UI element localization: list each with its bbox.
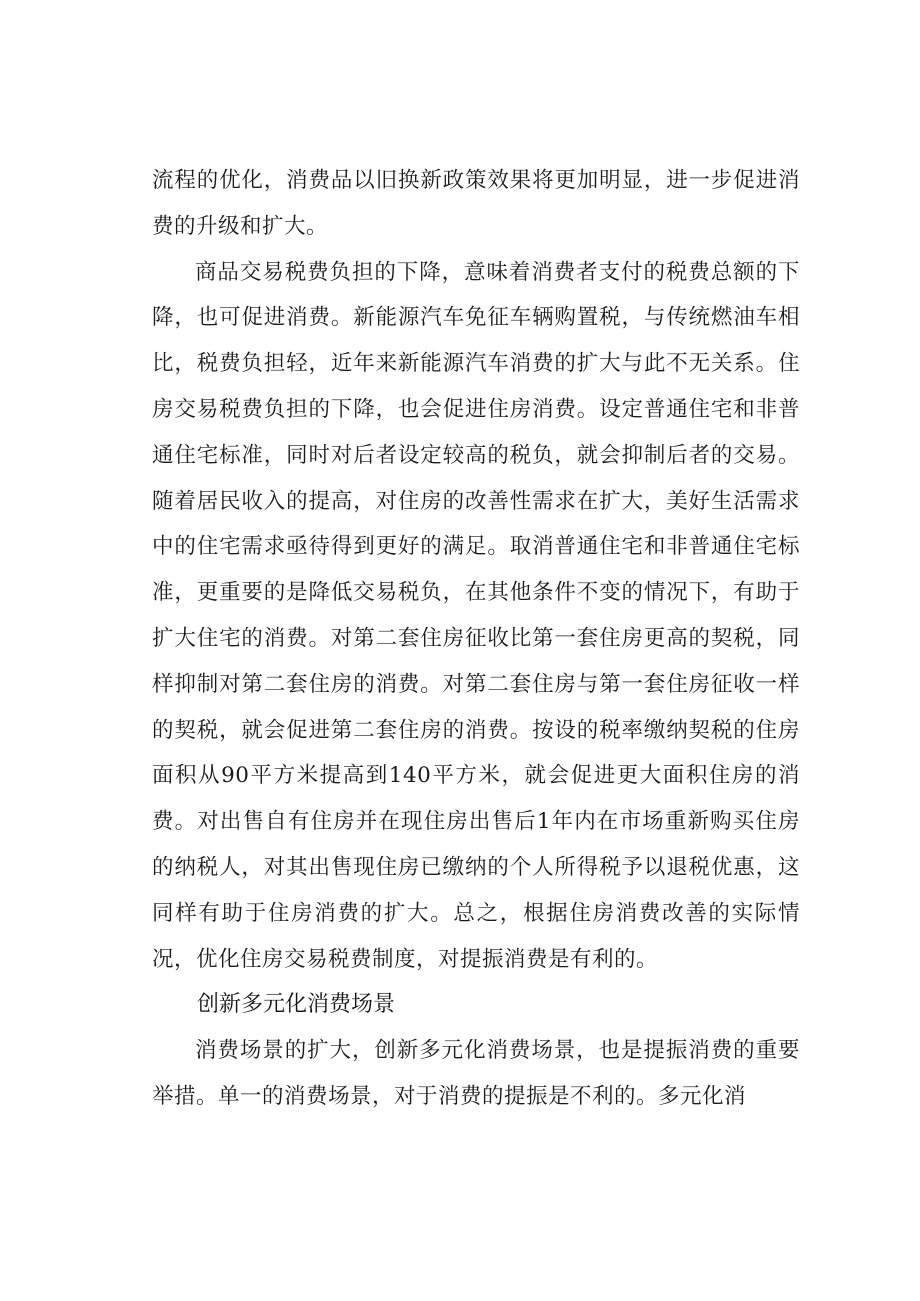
document-body <box>152 158 800 1120</box>
section-paragraph: 消费场景的扩大，创新多元化消费场景，也是提振消费的重要举措。单一的消费场景，对于消费的提振是不利的。多元化消 <box>152 1038 800 1109</box>
body-paragraph: 商品交易税费负担的下降，意味着消费者支付的税费总额的下降，也可促进消费。新能源汽车免征车辆购置税，与传统燃油车相比，税费负担轻，近年来新能源汽车消费的扩大与此不无关系。住房交易税费负担的下降，也会促进住房消费。设定普通住宅和非普通住宅标准，同时对后者设定较高的税负，就会抑制后者的交易。随着居民收入的提高，对住房的改善性需求在扩大，美好生活需求中的住宅需求亟待得到更好的满足。取消普通住宅和非普通住宅标准，更重要的是降低交易税负，在其他条件不变的情况下，有助于扩大住宅的消费。对第二套住房征收比第一套住房更高的契税，同样抑制对第二套住房的消费。对第二套住房与第一套住房征收一样的契税，就会促进第二套住房的消费。按设的税率缴纳契税的住房面积从90平方米提高到140平方米，就会促进更大面积住房的消费。对出售自有住房并在现住房出售后1年内在市场重新购买住房的纳税人，对其出售现住房已缴纳的个人所得税予以退税优惠，这同样有助于住房消费的扩大。总之，根据住房消费改善的实际情况，优化住房交易税费制度，对提振消费是有利的。 <box>152 259 800 972</box>
section-heading: 创新多元化消费场景 <box>197 992 396 1018</box>
continued-paragraph: 流程的优化，消费品以旧换新政策效果将更加明显，进一步促进消费的升级和扩大。 <box>152 168 800 239</box>
